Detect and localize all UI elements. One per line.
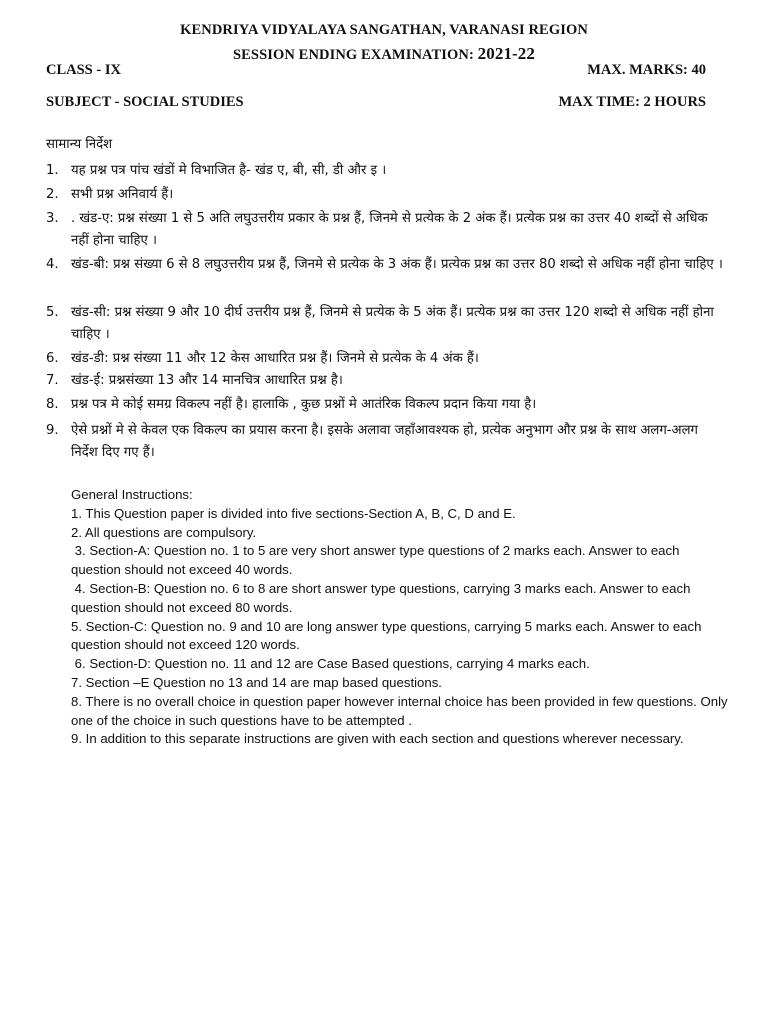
hindi-item-number: 6. <box>46 351 59 366</box>
english-instruction-item: 5. Section-C: Question no. 9 and 10 are long answer type questions, carrying 5 marks each. Answer to each question should not exceed 120 words. <box>71 618 706 653</box>
hindi-item-text: . खंड-ए: प्रश्न संख्या 1 से 5 अति लघुउत्तरीय प्रकार के प्रश्न हैं, जिनमे से प्रत्येक के 2 अंक हैं। प्रत्येक प्रश्न का उत्तर 40 शब्दों से अधिक नहीं होना चाहिए । <box>71 211 708 248</box>
english-instruction-item: 2. All questions are compulsory. <box>71 524 257 540</box>
exam-heading <box>0 44 768 64</box>
hindi-item-text: खंड-बी: प्रश्न संख्या 6 से 8 लघुउत्तरीय प्रश्न हैं, जिनमे से प्रत्येक के 3 अंक हैं। प्रत्येक प्रश्न का उत्तर 80 शब्दो से अधिक नहीं होना चाहिए । <box>71 257 723 272</box>
hindi-item-number: 2. <box>46 187 59 202</box>
hindi-item-text: सभी प्रश्न अनिवार्य हैं। <box>71 187 174 202</box>
hindi-instruction-item <box>46 208 726 252</box>
hindi-instruction-item <box>46 302 726 346</box>
hindi-item-number: 9. <box>46 423 59 438</box>
subject-label: SUBJECT - SOCIAL STUDIES <box>46 94 244 110</box>
english-instruction-item: 7. Section –E Question no 13 and 14 are map based questions. <box>71 674 442 690</box>
hindi-item-number: 8. <box>46 397 59 412</box>
hindi-item-number: 4. <box>46 257 59 272</box>
hindi-instruction-item <box>46 348 726 370</box>
hindi-item-number: 7. <box>46 373 59 388</box>
hindi-item-number: 3. <box>46 211 59 226</box>
hindi-item-text: प्रश्न पत्र मे कोई समग्र विकल्प नहीं है। हालाकि , कुछ प्रश्नों मे आतंरिक विकल्प प्रदान किया गया है। <box>71 397 537 412</box>
hindi-instruction-item <box>46 420 726 464</box>
hindi-item-text: खंड-ई: प्रश्नसंख्या 13 और 14 मानचित्र आधारित प्रश्न है। <box>71 373 343 388</box>
hindi-item-text: यह प्रश्न पत्र पांच खंडों मे विभाजित है- खंड ए, बी, सी, डी और इ । <box>71 163 387 178</box>
hindi-instruction-item <box>46 254 726 276</box>
class-marks-row <box>46 62 706 79</box>
hindi-item-text: खंड-सी: प्रश्न संख्या 9 और 10 दीर्घ उत्तरीय प्रश्न हैं, जिनमे से प्रत्येक के 5 अंक हैं। प्रत्येक प्रश्न का उत्तर 120 शब्दो से अधिक नहीं होना चाहिए । <box>71 305 714 342</box>
max-marks-label: MAX. MARKS: 40 <box>587 62 706 78</box>
english-instructions-title: General Instructions: <box>71 487 193 502</box>
hindi-item-number: 1. <box>46 163 59 178</box>
hindi-instruction-item <box>46 160 726 182</box>
hindi-item-number: 5. <box>46 305 59 320</box>
exam-heading-prefix: SESSION ENDING EXAMINATION: <box>232 47 478 63</box>
hindi-instruction-item <box>46 394 726 416</box>
english-instructions <box>71 486 731 749</box>
exam-year: 2021-22 <box>477 44 536 63</box>
hindi-instruction-item <box>46 370 726 392</box>
max-time-label: MAX TIME: 2 HOURS <box>558 94 706 110</box>
hindi-instruction-item <box>46 184 726 206</box>
subject-time-row <box>46 94 706 111</box>
english-instruction-item: 3. Section-A: Question no. 1 to 5 are very short answer type questions of 2 marks each. Answer to each question should not exceed 40 words. <box>71 543 684 578</box>
english-instruction-item: 4. Section-B: Question no. 6 to 8 are short answer type questions, carrying 3 marks each. Answer to each question should not exceed 80 words. <box>71 580 695 615</box>
school-heading: KENDRIYA VIDYALAYA SANGATHAN, VARANASI REGION <box>180 22 588 38</box>
english-instruction-item: 1. This Question paper is divided into five sections-Section A, B, C, D and E. <box>71 505 516 521</box>
hindi-item-text: खंड-डी: प्रश्न संख्या 11 और 12 केस आधारित प्रश्न हैं। जिनमे से प्रत्येक के 4 अंक हैं। <box>71 351 479 366</box>
english-instruction-item: 6. Section-D: Question no. 11 and 12 are Case Based questions, carrying 4 marks each. <box>71 656 590 672</box>
english-instruction-item: 9. In addition to this separate instructions are given with each section and questions wherever necessary. <box>71 731 684 747</box>
hindi-instructions-title: सामान्य निर्देश <box>46 137 113 152</box>
hindi-item-text: ऐसे प्रश्नों मे से केवल एक विकल्प का प्रयास करना है। इसके अलावा जहाँआवश्यक हो, प्रत्येक अनुभाग और प्रश्न के साथ अलग-अलग निर्देश दिए गए हैं। <box>71 423 698 460</box>
english-instruction-item: 8. There is no overall choice in question paper however internal choice has been provided in few questions. Only one of the choice in such questions have to be attempted . <box>71 693 732 728</box>
class-label: CLASS - IX <box>46 62 121 78</box>
